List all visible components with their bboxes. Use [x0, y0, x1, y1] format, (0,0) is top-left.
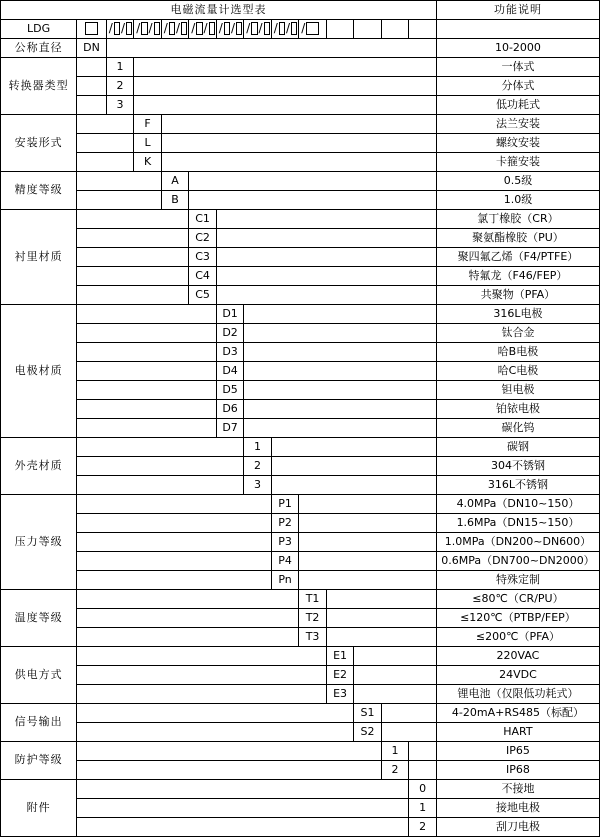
description-cell: ≤120℃（PTBP/FEP） — [436, 609, 599, 628]
code-cell[interactable]: T2 — [299, 609, 327, 628]
description-cell: 刮刀电极 — [436, 818, 599, 837]
code-cell[interactable]: 3 — [244, 476, 272, 495]
model-code-group: / / — [134, 20, 162, 39]
blank-cell — [381, 704, 436, 723]
table-row — [1, 172, 600, 191]
table-row — [1, 742, 600, 761]
blank-cell — [244, 362, 437, 381]
blank-cell — [77, 58, 107, 77]
code-cell[interactable]: D6 — [216, 400, 244, 419]
table-row — [1, 381, 600, 400]
blank-cell — [271, 476, 436, 495]
blank-cell — [381, 723, 436, 742]
description-cell: ≤200℃（PFA） — [436, 628, 599, 647]
blank-cell — [77, 628, 299, 647]
table-row — [1, 400, 600, 419]
category-label-4: 衬里材质 — [1, 210, 77, 305]
table-row — [1, 590, 600, 609]
description-cell: 氯丁橡胶（CR） — [436, 210, 599, 229]
blank-cell — [299, 552, 437, 571]
code-cell[interactable]: S2 — [354, 723, 382, 742]
code-cell[interactable]: 1 — [244, 438, 272, 457]
code-cell[interactable]: B — [161, 191, 189, 210]
code-cell[interactable]: D1 — [216, 305, 244, 324]
blank-cell — [216, 286, 436, 305]
code-cell[interactable]: C4 — [189, 267, 217, 286]
description-cell: 螺纹安装 — [436, 134, 599, 153]
blank-cell — [77, 343, 217, 362]
blank-cell — [134, 77, 437, 96]
blank-cell — [77, 267, 189, 286]
description-cell: 聚四氟乙烯（F4/PTFE） — [436, 248, 599, 267]
category-label-9: 供电方式 — [1, 647, 77, 704]
table-row — [1, 134, 600, 153]
blank-cell — [161, 115, 436, 134]
category-label-7: 压力等级 — [1, 495, 77, 590]
table-row — [1, 514, 600, 533]
table-row — [1, 628, 600, 647]
blank-cell — [77, 400, 217, 419]
code-cell[interactable]: D2 — [216, 324, 244, 343]
table-row — [1, 210, 600, 229]
category-label-5: 电极材质 — [1, 305, 77, 438]
blank-cell — [77, 286, 189, 305]
blank-cell — [77, 419, 217, 438]
blank-cell — [77, 609, 299, 628]
table-row — [1, 552, 600, 571]
description-cell: 316L电极 — [436, 305, 599, 324]
blank-cell — [77, 191, 162, 210]
description-cell: 聚氨酯橡胶（PU） — [436, 229, 599, 248]
blank-cell — [77, 533, 272, 552]
model-code-desc-blank — [436, 20, 599, 39]
category-label-0: 公称直径 — [1, 39, 77, 58]
table-row — [1, 609, 600, 628]
model-code-group: / / — [161, 20, 189, 39]
blank-cell — [77, 742, 382, 761]
code-cell[interactable]: D4 — [216, 362, 244, 381]
description-cell: 接地电极 — [436, 799, 599, 818]
blank-cell — [77, 324, 217, 343]
description-cell: ≤80℃（CR/PU） — [436, 590, 599, 609]
code-cell[interactable]: 0 — [409, 780, 437, 799]
code-cell[interactable]: DN — [77, 39, 107, 58]
description-cell: 10-2000 — [436, 39, 599, 58]
code-cell[interactable]: T3 — [299, 628, 327, 647]
blank-cell — [189, 191, 437, 210]
description-cell: 304不锈钢 — [436, 457, 599, 476]
code-cell[interactable]: P1 — [271, 495, 299, 514]
table-row — [1, 267, 600, 286]
model-code-group — [381, 20, 409, 39]
code-cell[interactable]: 2 — [106, 77, 134, 96]
table-row — [1, 533, 600, 552]
code-cell[interactable]: 1 — [381, 742, 409, 761]
table-row — [1, 248, 600, 267]
blank-cell — [299, 571, 437, 590]
model-code-group: / / — [106, 20, 134, 39]
blank-cell — [106, 39, 436, 58]
table-row — [1, 115, 600, 134]
table-row — [1, 39, 600, 58]
blank-cell — [189, 172, 437, 191]
blank-cell — [77, 305, 217, 324]
code-cell[interactable]: Pn — [271, 571, 299, 590]
blank-cell — [77, 552, 272, 571]
code-cell[interactable]: P4 — [271, 552, 299, 571]
code-cell[interactable]: C2 — [189, 229, 217, 248]
code-cell[interactable]: 2 — [381, 761, 409, 780]
table-row — [1, 229, 600, 248]
table-row — [1, 666, 600, 685]
description-cell: 哈C电极 — [436, 362, 599, 381]
blank-cell — [77, 647, 327, 666]
table-row — [1, 419, 600, 438]
model-code-group — [326, 20, 354, 39]
code-cell[interactable]: C3 — [189, 248, 217, 267]
blank-cell — [77, 723, 354, 742]
description-cell: 低功耗式 — [436, 96, 599, 115]
blank-cell — [77, 799, 409, 818]
blank-cell — [77, 381, 217, 400]
blank-cell — [77, 115, 134, 134]
description-cell: HART — [436, 723, 599, 742]
blank-cell — [77, 457, 244, 476]
model-code-row — [1, 20, 600, 39]
code-cell[interactable]: E3 — [326, 685, 354, 704]
table-row — [1, 818, 600, 837]
blank-cell — [244, 381, 437, 400]
code-cell[interactable]: D3 — [216, 343, 244, 362]
category-label-2: 安装形式 — [1, 115, 77, 172]
blank-cell — [409, 742, 437, 761]
blank-cell — [161, 134, 436, 153]
blank-cell — [77, 362, 217, 381]
code-cell[interactable]: 2 — [409, 818, 437, 837]
description-cell: 法兰安装 — [436, 115, 599, 134]
description-cell: 24VDC — [436, 666, 599, 685]
blank-cell — [271, 457, 436, 476]
blank-cell — [299, 495, 437, 514]
blank-cell — [77, 153, 134, 172]
description-cell: 4-20mA+RS485（标配） — [436, 704, 599, 723]
category-label-1: 转换器类型 — [1, 58, 77, 115]
description-cell: 0.6MPa（DN700~DN2000） — [436, 552, 599, 571]
table-row — [1, 685, 600, 704]
blank-cell — [299, 533, 437, 552]
blank-cell — [326, 590, 436, 609]
code-cell[interactable]: K — [134, 153, 162, 172]
blank-cell — [134, 58, 437, 77]
blank-cell — [77, 134, 134, 153]
blank-cell — [77, 780, 409, 799]
category-label-10: 信号输出 — [1, 704, 77, 742]
code-cell[interactable]: D5 — [216, 381, 244, 400]
blank-cell — [326, 609, 436, 628]
description-cell: 0.5级 — [436, 172, 599, 191]
table-row — [1, 438, 600, 457]
description-cell: 分体式 — [436, 77, 599, 96]
model-code-group: / / — [271, 20, 299, 39]
blank-cell — [77, 761, 382, 780]
description-cell: 钛合金 — [436, 324, 599, 343]
blank-cell — [134, 96, 437, 115]
table-row — [1, 96, 600, 115]
description-cell: 钽电极 — [436, 381, 599, 400]
category-label-8: 温度等级 — [1, 590, 77, 647]
blank-cell — [77, 248, 189, 267]
description-cell: 共聚物（PFA） — [436, 286, 599, 305]
blank-cell — [216, 248, 436, 267]
table-row — [1, 305, 600, 324]
description-cell: 碳钢 — [436, 438, 599, 457]
table-row — [1, 153, 600, 172]
blank-cell — [326, 628, 436, 647]
blank-cell — [77, 96, 107, 115]
blank-cell — [77, 210, 189, 229]
blank-cell — [77, 704, 354, 723]
table-row — [1, 58, 600, 77]
description-cell: 316L不锈钢 — [436, 476, 599, 495]
code-cell[interactable]: T1 — [299, 590, 327, 609]
description-cell: 哈B电极 — [436, 343, 599, 362]
model-code-group: / — [299, 20, 327, 39]
table-row — [1, 191, 600, 210]
blank-cell — [77, 495, 272, 514]
blank-cell — [244, 343, 437, 362]
blank-cell — [354, 647, 437, 666]
code-cell[interactable]: 2 — [244, 457, 272, 476]
blank-cell — [77, 590, 299, 609]
blank-cell — [244, 400, 437, 419]
category-label-12: 附件 — [1, 780, 77, 837]
blank-cell — [77, 476, 244, 495]
blank-cell — [77, 514, 272, 533]
code-cell[interactable]: S1 — [354, 704, 382, 723]
model-code-group: / / — [216, 20, 244, 39]
code-cell[interactable]: D7 — [216, 419, 244, 438]
table-header-row — [1, 1, 600, 20]
table-row — [1, 780, 600, 799]
table-row — [1, 476, 600, 495]
description-cell: 4.0MPa（DN10~150） — [436, 495, 599, 514]
blank-cell — [77, 685, 327, 704]
blank-cell — [271, 438, 436, 457]
code-cell[interactable]: F — [134, 115, 162, 134]
description-cell: 不接地 — [436, 780, 599, 799]
table-row — [1, 647, 600, 666]
table-row — [1, 343, 600, 362]
table-row — [1, 704, 600, 723]
code-cell[interactable]: 3 — [106, 96, 134, 115]
blank-cell — [409, 761, 437, 780]
model-code-group: / / — [189, 20, 217, 39]
code-cell[interactable]: E2 — [326, 666, 354, 685]
code-cell[interactable]: P3 — [271, 533, 299, 552]
blank-cell — [244, 324, 437, 343]
description-cell: 卡箍安装 — [436, 153, 599, 172]
model-prefix-label: LDG — [1, 20, 77, 39]
description-cell: 1.6MPa（DN15~150） — [436, 514, 599, 533]
blank-cell — [216, 267, 436, 286]
description-cell: IP65 — [436, 742, 599, 761]
blank-cell — [77, 438, 244, 457]
table-row — [1, 457, 600, 476]
description-cell: 1.0级 — [436, 191, 599, 210]
table-row — [1, 571, 600, 590]
code-cell[interactable]: 1 — [409, 799, 437, 818]
table-title: 电磁流量计选型表 — [1, 1, 437, 20]
table-row — [1, 286, 600, 305]
blank-cell — [77, 666, 327, 685]
code-cell[interactable]: 1 — [106, 58, 134, 77]
blank-cell — [77, 229, 189, 248]
blank-cell — [77, 571, 272, 590]
code-cell[interactable]: P2 — [271, 514, 299, 533]
description-cell: 220VAC — [436, 647, 599, 666]
code-cell[interactable]: L — [134, 134, 162, 153]
description-cell: 碳化钨 — [436, 419, 599, 438]
code-cell[interactable]: C5 — [189, 286, 217, 305]
description-cell: 特殊定制 — [436, 571, 599, 590]
table-row — [1, 799, 600, 818]
blank-cell — [299, 514, 437, 533]
model-code-group — [409, 20, 437, 39]
category-label-3: 精度等级 — [1, 172, 77, 210]
model-code-group: / / — [244, 20, 272, 39]
table-row — [1, 77, 600, 96]
description-cell: 1.0MPa（DN200~DN600） — [436, 533, 599, 552]
description-cell: IP68 — [436, 761, 599, 780]
blank-cell — [216, 229, 436, 248]
category-label-6: 外壳材质 — [1, 438, 77, 495]
description-cell: 铂铱电极 — [436, 400, 599, 419]
model-code-box-0 — [77, 20, 107, 39]
category-label-11: 防护等级 — [1, 742, 77, 780]
description-cell: 一体式 — [436, 58, 599, 77]
table-row — [1, 495, 600, 514]
table-row — [1, 362, 600, 381]
blank-cell — [244, 305, 437, 324]
blank-cell — [77, 818, 409, 837]
table-row — [1, 723, 600, 742]
model-code-group — [354, 20, 382, 39]
description-cell: 锂电池（仅限低功耗式） — [436, 685, 599, 704]
code-cell[interactable]: E1 — [326, 647, 354, 666]
blank-cell — [354, 685, 437, 704]
blank-cell — [77, 77, 107, 96]
blank-cell — [354, 666, 437, 685]
code-cell[interactable]: A — [161, 172, 189, 191]
blank-cell — [161, 153, 436, 172]
code-cell[interactable]: C1 — [189, 210, 217, 229]
table-row — [1, 761, 600, 780]
blank-cell — [77, 172, 162, 191]
blank-cell — [244, 419, 437, 438]
blank-cell — [216, 210, 436, 229]
description-header: 功能说明 — [436, 1, 599, 20]
description-cell: 特氟龙（F46/FEP） — [436, 267, 599, 286]
table-row — [1, 324, 600, 343]
